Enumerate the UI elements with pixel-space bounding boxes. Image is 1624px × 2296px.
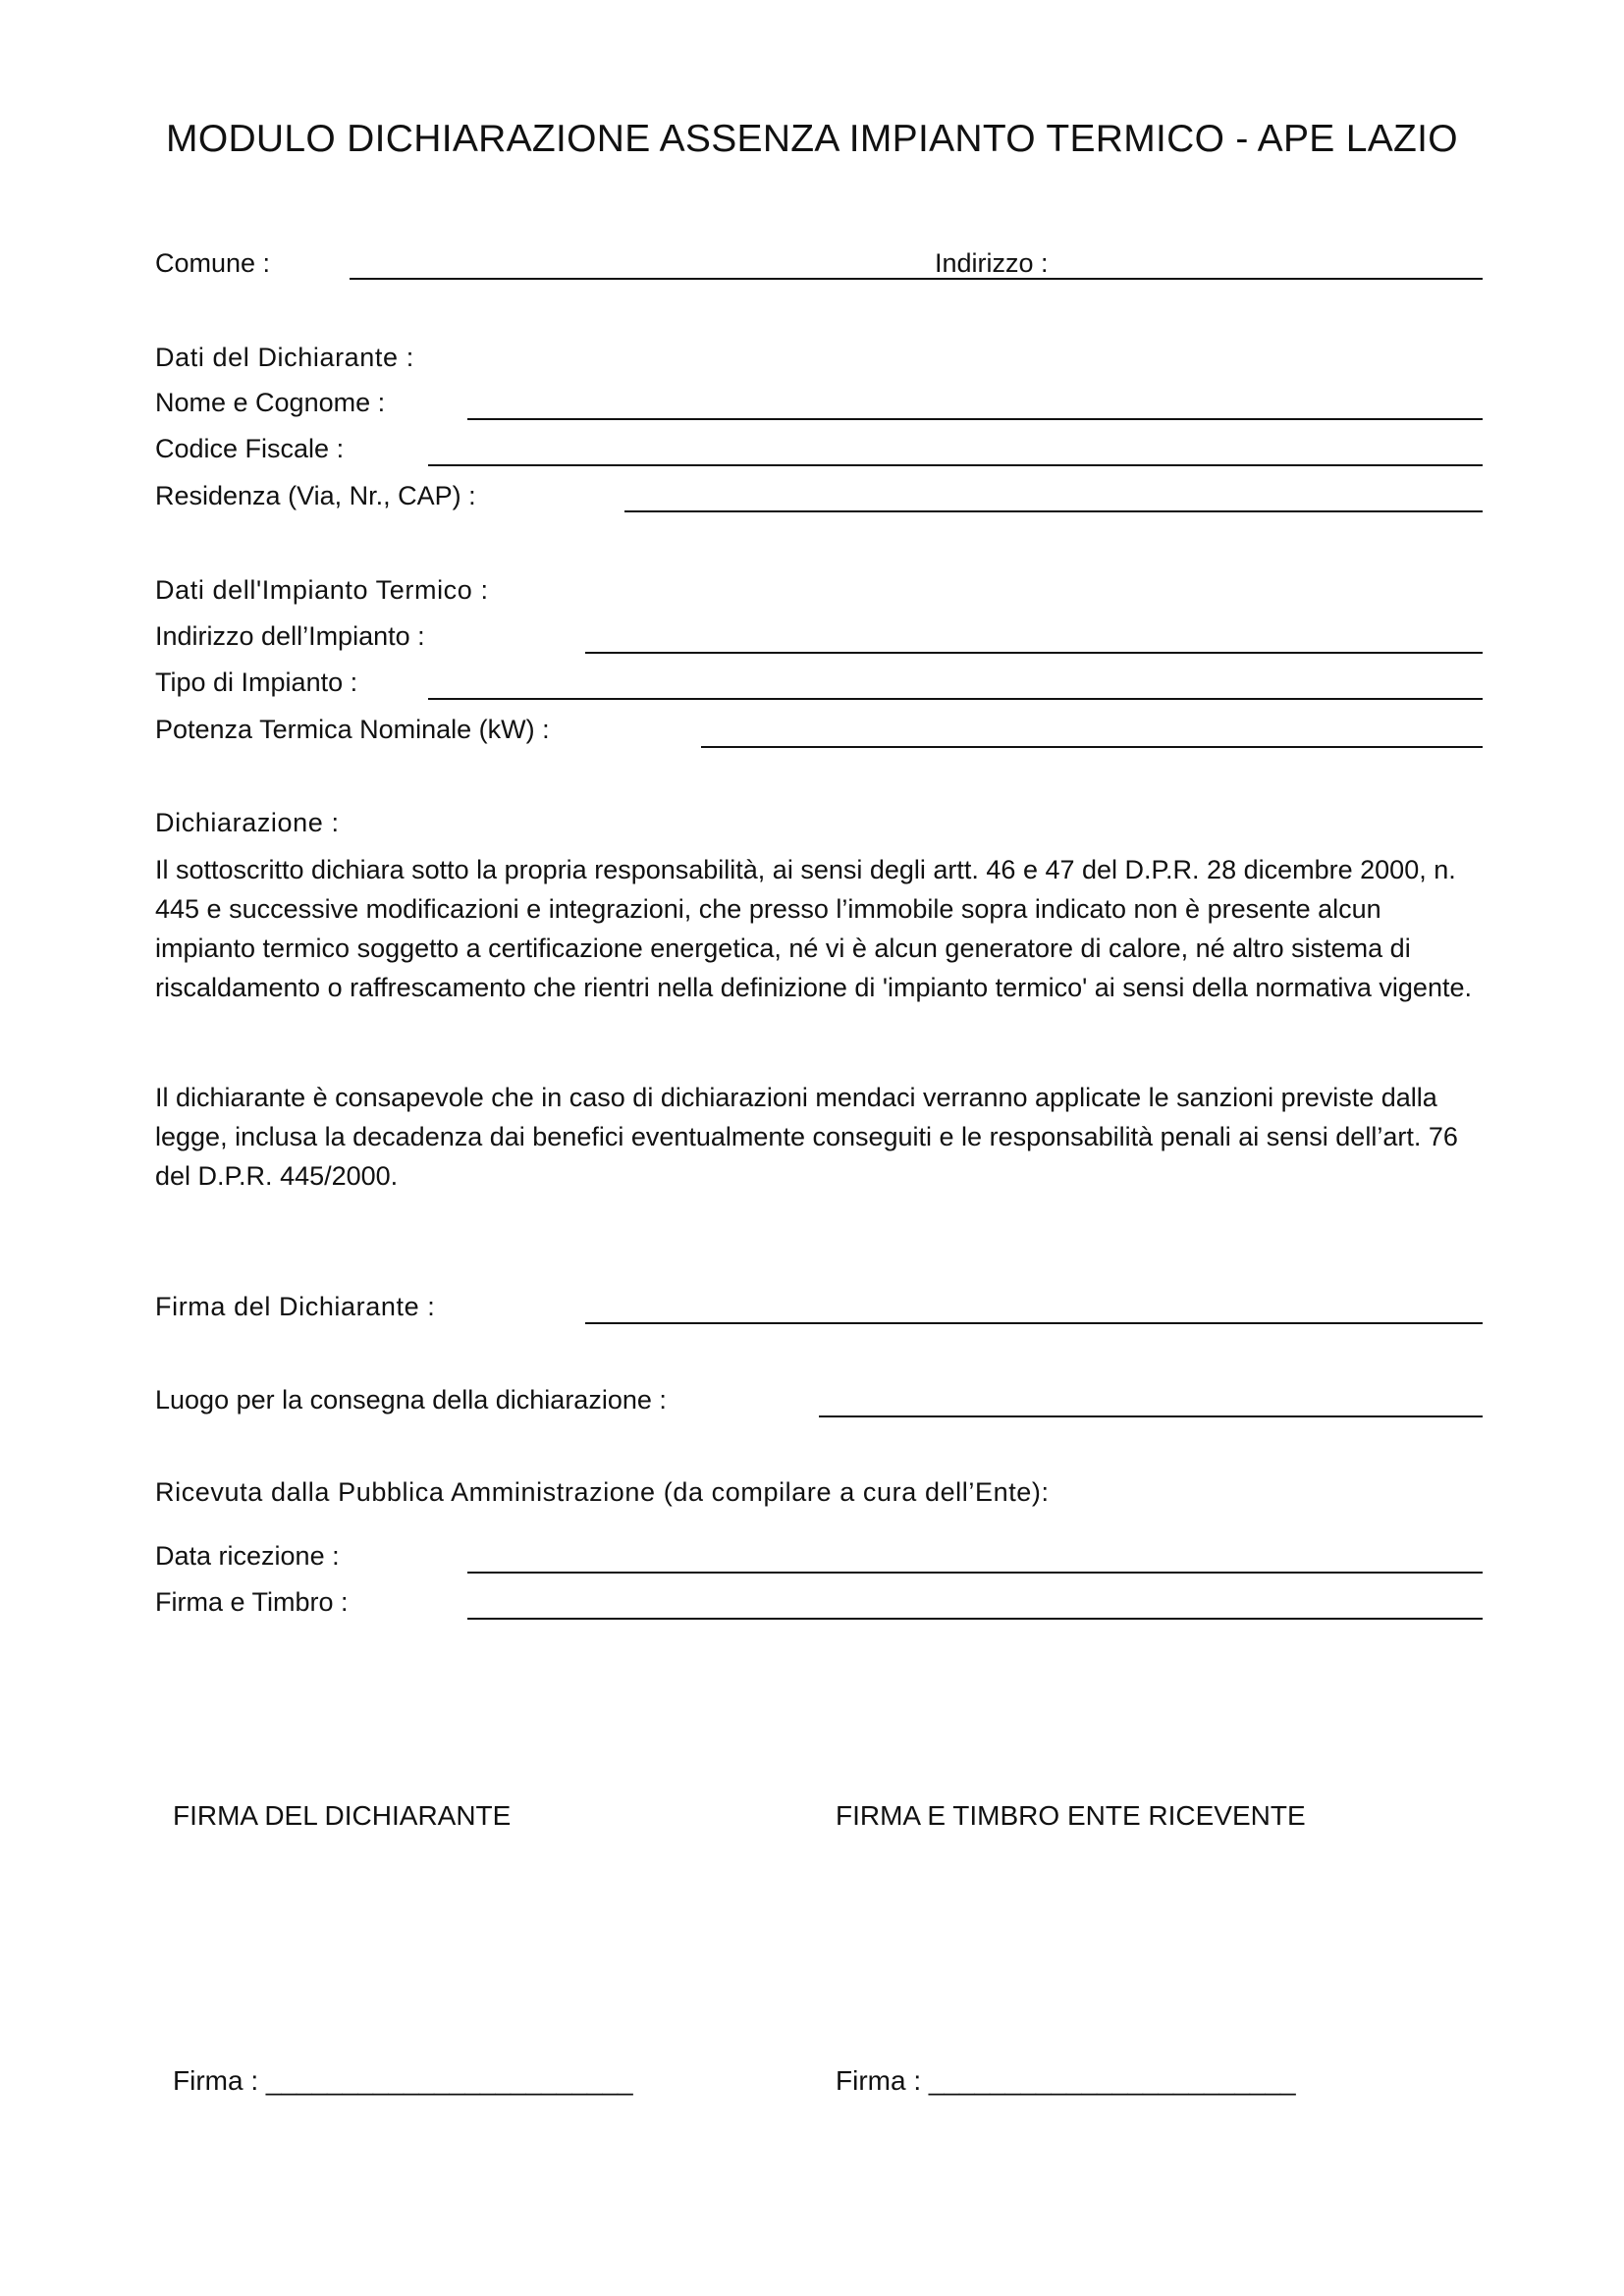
codice-fiscale-field[interactable] <box>428 464 1483 466</box>
impianto-section-title: Dati dell'Impianto Termico : <box>155 575 489 605</box>
page-title: MODULO DICHIARAZIONE ASSENZA IMPIANTO TERMICO - APE LAZIO <box>166 118 1458 160</box>
luogo-consegna-field[interactable] <box>819 1415 1483 1417</box>
firma-ente-line[interactable]: Firma : ________________________ <box>836 2065 1296 2096</box>
firma-timbro-field[interactable] <box>467 1618 1483 1620</box>
ricevuta-section-title: Ricevuta dalla Pubblica Amministrazione (da compilare a cura dell’Ente): <box>155 1477 1050 1507</box>
residenza-field[interactable] <box>624 510 1483 512</box>
firma-dichiarante-label: Firma del Dichiarante : <box>155 1292 436 1321</box>
firma-dichiarante-heading: FIRMA DEL DICHIARANTE <box>173 1800 512 1831</box>
comune-label: Comune : <box>155 248 271 278</box>
nome-cognome-label: Nome e Cognome : <box>155 388 386 417</box>
dichiarazione-paragraph-2: Il dichiarante è consapevole che in caso di dichiarazioni mendaci verranno applicate le sanzioni previste dalla legge, inclusa la decadenza dai benefici eventualmente conseguiti e le responsabilità penali ai sensi dell’art. 76 del D.P.R. 445/2000. <box>155 1083 1458 1191</box>
nome-cognome-field[interactable] <box>467 418 1483 420</box>
data-ricezione-field[interactable] <box>467 1572 1483 1574</box>
tipo-impianto-label: Tipo di Impianto : <box>155 667 358 697</box>
firma-dichiarante-field[interactable] <box>585 1322 1483 1324</box>
codice-fiscale-label: Codice Fiscale : <box>155 434 345 463</box>
dichiarazione-paragraph-1: Il sottoscritto dichiara sotto la propria responsabilità, ai sensi degli artt. 46 e 47 del D.P.R. 28 dicembre 2000, n. 445 e successive modificazioni e integrazioni, che presso l’immobile sopra indicato non è presente alcun impianto termico soggetto a certificazione energetica, né vi è alcun generatore di calore, né altro sistema di riscaldamento o raffrescamento che rientri nella definizione di 'impianto termico' ai sensi della normativa vigente. <box>155 855 1472 1002</box>
dichiarazione-section-title: Dichiarazione : <box>155 808 340 837</box>
indirizzo-impianto-field[interactable] <box>585 652 1483 654</box>
firma-ente-heading: FIRMA E TIMBRO ENTE RICEVENTE <box>836 1800 1306 1831</box>
residenza-label: Residenza (Via, Nr., CAP) : <box>155 481 476 510</box>
comune-indirizzo-field[interactable] <box>350 278 1483 280</box>
dichiarante-section-title: Dati del Dichiarante : <box>155 343 414 372</box>
tipo-impianto-field[interactable] <box>428 698 1483 700</box>
indirizzo-impianto-label: Indirizzo dell’Impianto : <box>155 621 425 651</box>
indirizzo-label: Indirizzo : <box>935 248 1049 278</box>
luogo-consegna-label: Luogo per la consegna della dichiarazione : <box>155 1385 667 1415</box>
data-ricezione-label: Data ricezione : <box>155 1541 340 1571</box>
firma-timbro-label: Firma e Timbro : <box>155 1587 349 1617</box>
potenza-label: Potenza Termica Nominale (kW) : <box>155 715 550 744</box>
firma-dichiarante-line[interactable]: Firma : ________________________ <box>173 2065 633 2096</box>
potenza-field[interactable] <box>701 746 1483 748</box>
